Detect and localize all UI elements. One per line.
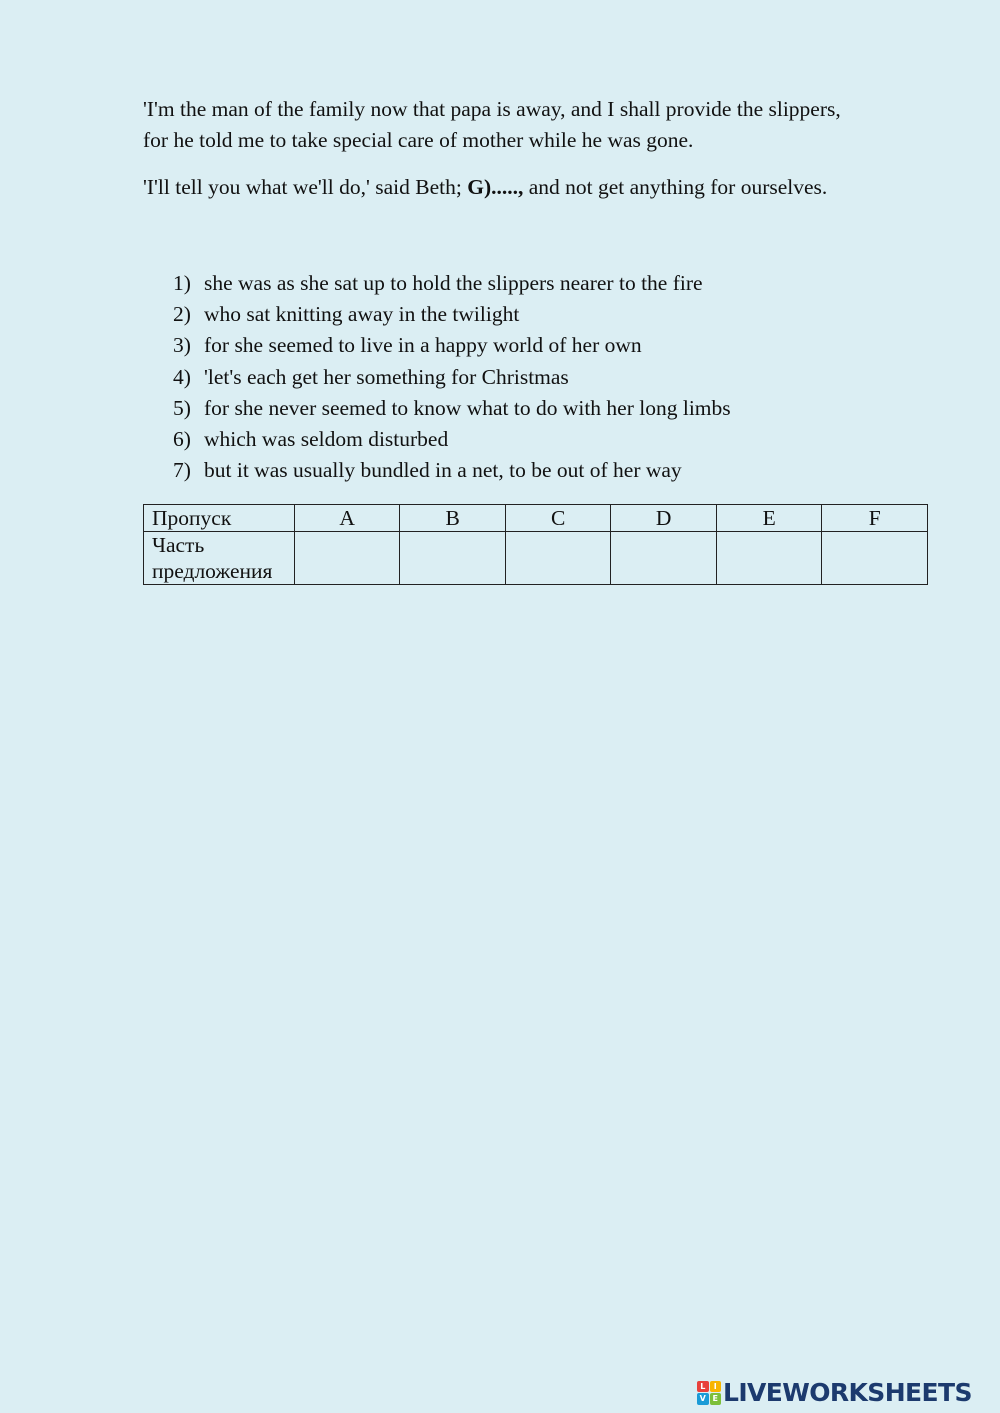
option-item <box>173 424 731 455</box>
option-number: 3) <box>173 333 191 358</box>
logo-mark-icon <box>697 1381 721 1405</box>
answer-cell-b[interactable] <box>400 532 506 585</box>
option-text: 'let's each get her something for Christmas <box>204 364 569 389</box>
passage-text: and not get anything for ourselves. <box>523 175 828 199</box>
option-number: 1) <box>173 271 191 295</box>
passage-line: for he told me to take special care of mother while he was gone. <box>143 128 694 152</box>
answer-table <box>143 504 928 585</box>
passage-text: 'I'll tell you what we'll do,' said Beth; <box>143 175 468 199</box>
column-header-f: F <box>822 505 928 532</box>
gap-marker-g: G)....., <box>467 175 524 199</box>
answer-cell-e[interactable] <box>716 532 822 585</box>
option-text: but it was usually bundled in a net, to be out of her way <box>204 458 682 483</box>
logo-text: LIVEWORKSHEETS <box>723 1378 972 1407</box>
option-number: 4) <box>173 364 191 389</box>
answer-cell-c[interactable] <box>505 532 611 585</box>
option-item <box>173 268 731 299</box>
answer-cell-a[interactable] <box>294 532 400 585</box>
column-header-d: D <box>611 505 717 532</box>
option-item <box>173 362 731 393</box>
row-label-sentence-part <box>144 532 295 585</box>
table-header-row <box>144 505 928 532</box>
table-answer-row <box>144 532 928 585</box>
option-item <box>173 455 731 486</box>
answer-options-list <box>173 268 731 486</box>
option-item <box>173 393 731 424</box>
column-header-b: B <box>400 505 506 532</box>
row-label-line: предложения <box>152 559 273 583</box>
option-text: who sat knitting away in the twilight <box>204 302 520 327</box>
option-item <box>173 330 731 361</box>
liveworksheets-logo <box>697 1378 972 1407</box>
passage-paragraph-2 <box>143 172 943 203</box>
logo-mark-letter: V <box>697 1393 709 1405</box>
option-number: 7) <box>173 458 191 483</box>
option-text: she was as she sat up to hold the slippers nearer to the fire <box>204 271 703 295</box>
option-number: 6) <box>173 427 191 452</box>
logo-mark-letter: L <box>697 1381 709 1393</box>
answer-cell-f[interactable] <box>822 532 928 585</box>
logo-mark-letter: E <box>710 1393 722 1405</box>
passage-paragraph-1 <box>143 94 943 156</box>
option-text: for she seemed to live in a happy world of her own <box>204 333 642 358</box>
option-item <box>173 299 731 330</box>
option-text: for she never seemed to know what to do with her long limbs <box>204 395 731 420</box>
option-number: 2) <box>173 302 191 327</box>
column-header-c: C <box>505 505 611 532</box>
column-header-a: A <box>294 505 400 532</box>
column-header-e: E <box>716 505 822 532</box>
answer-cell-d[interactable] <box>611 532 717 585</box>
row-label-gap: Пропуск <box>144 505 295 532</box>
passage-line: 'I'm the man of the family now that papa is away, and I shall provide the slippers, <box>143 97 841 121</box>
option-text: which was seldom disturbed <box>204 427 449 452</box>
option-number: 5) <box>173 395 191 420</box>
row-label-line: Часть <box>152 533 205 557</box>
logo-mark-letter: I <box>710 1381 722 1393</box>
